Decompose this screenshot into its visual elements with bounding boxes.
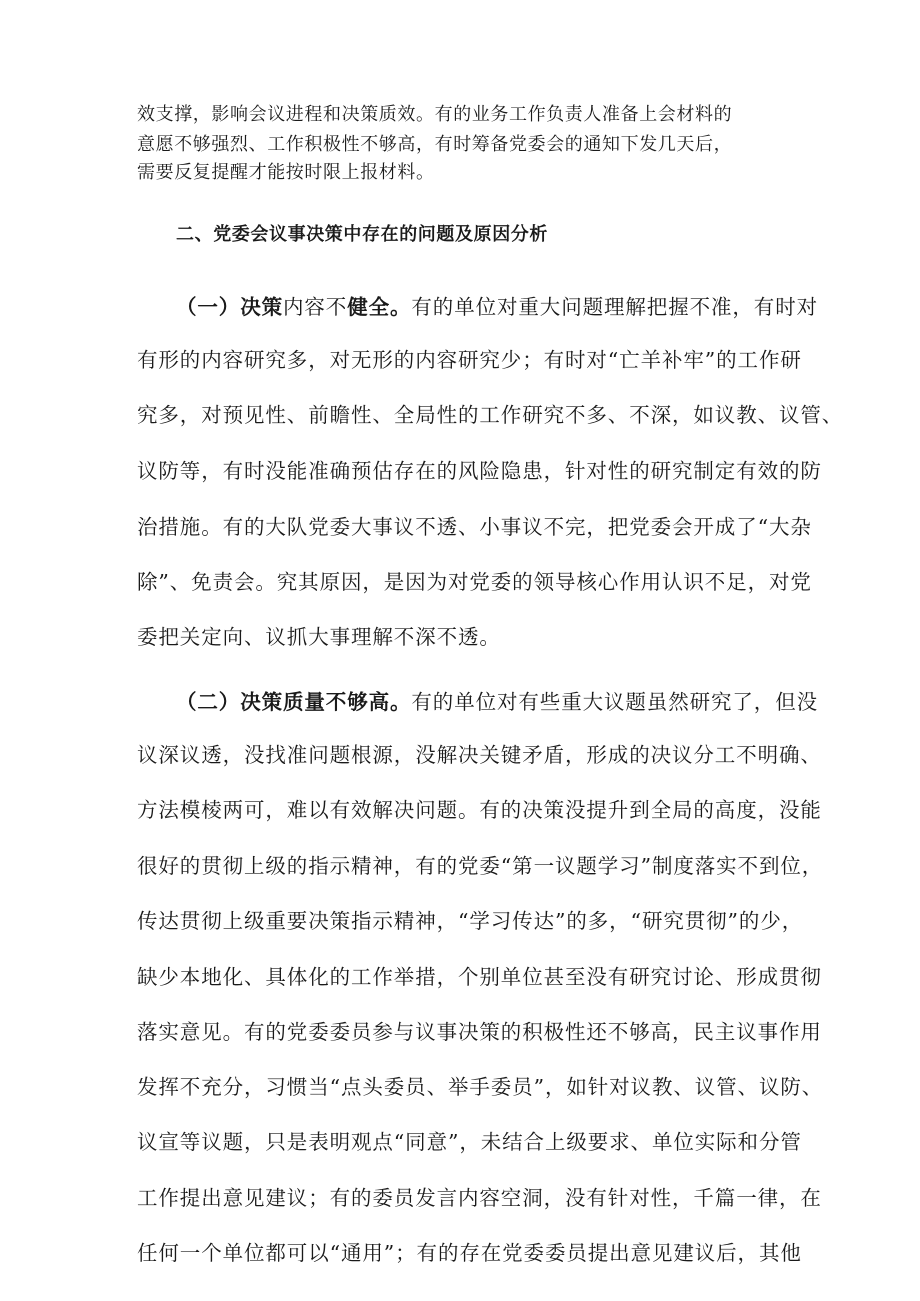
- subsection-1-line: 究多，对预见性、前瞻性、全局性的工作研究不多、不深，如议教、议管、: [137, 403, 844, 427]
- intro-line: 意愿不够强烈、工作积极性不够高，有时筹备党委会的通知下发几天后，: [137, 134, 733, 155]
- subsection-2-line: 议宣等议题，只是表明观点“同意”，未结合上级要求、单位实际和分管: [137, 1130, 802, 1154]
- intro-line: 效支撑，影响会议进程和决策质效。有的业务工作负责人准备上会材料的: [137, 104, 733, 125]
- subsection-2-line: 工作提出意见建议；有的委员发言内容空洞，没有针对性，千篇一律，在: [137, 1186, 822, 1210]
- subsection-1-lead-mid: 内容不: [283, 295, 348, 319]
- subsection-1-line: 议防等，有时没能准确预估存在的风险隐患，针对性的研究制定有效的防: [137, 459, 822, 483]
- subsection-1-line: 治措施。有的大队党委大事议不透、小事议不完，把党委会开成了“大杂: [137, 515, 812, 539]
- subsection-2-line: 落实意见。有的党委委员参与议事决策的积极性还不够高，民主议事作用: [137, 1020, 822, 1044]
- subsection-2-lead: （二）决策质量不够高。: [176, 690, 412, 714]
- subsection-2-line: 很好的贯彻上级的指示精神，有的党委“第一议题学习”制度落实不到位，: [137, 854, 824, 878]
- section-heading: 二、党委会议事决策中存在的问题及原因分析: [176, 224, 548, 245]
- subsection-2-line: 缺少本地化、具体化的工作举措，个别单位甚至没有研究讨论、形成贯彻: [137, 965, 822, 989]
- subsection-1-first-rest: 有的单位对重大问题理解把握不准，有时对: [411, 295, 819, 319]
- subsection-1-line: 委把关定向、议抓大事理解不深不透。: [137, 625, 501, 649]
- subsection-2-first-rest: 有的单位对有些重大议题虽然研究了，但没: [411, 690, 819, 714]
- subsection-2-line: 议深议透，没找准问题根源，没解决关键矛盾，形成的决议分工不明确、: [137, 743, 822, 767]
- subsection-2-line: 传达贯彻上级重要决策指示精神，“学习传达”的多，“研究贯彻”的少，: [137, 909, 804, 933]
- subsection-1-line: 除”、免责会。究其原因，是因为对党委的领导核心作用认识不足，对党: [137, 570, 812, 594]
- subsection-1-line: 有形的内容研究多，对无形的内容研究少；有时对“亡羊补牢”的工作研: [137, 348, 802, 372]
- subsection-2-line: 方法模棱两可，难以有效解决问题。有的决策没提升到全局的高度，没能: [137, 798, 822, 822]
- subsection-1-lead-end: 健全。: [347, 295, 412, 319]
- subsection-1-lead: （一）决策: [176, 295, 283, 319]
- subsection-2-first-line: [176, 685, 818, 715]
- subsection-1-first-line: [176, 290, 818, 320]
- subsection-2-line: 任何一个单位都可以“通用”；有的存在党委委员提出意见建议后，其他: [137, 1241, 802, 1265]
- intro-line: 需要反复提醒才能按时限上报材料。: [137, 162, 435, 183]
- subsection-2-line: 发挥不充分，习惯当“点头委员、举手委员”，如针对议教、议管、议防、: [137, 1075, 824, 1099]
